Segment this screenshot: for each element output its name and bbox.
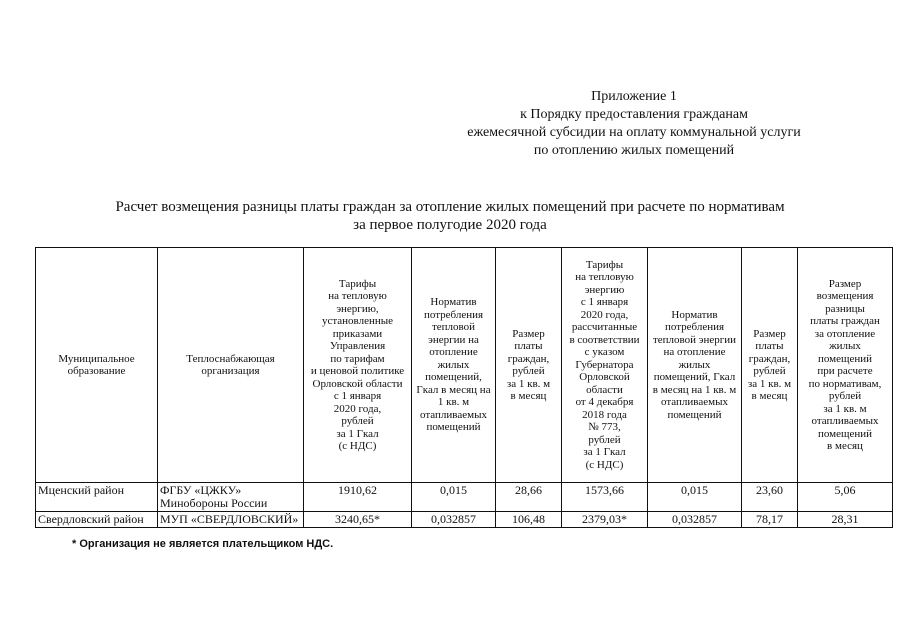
header-line: по нормативам, [808, 377, 882, 390]
header-line: Управления [329, 340, 386, 352]
header-line: платы [755, 340, 784, 352]
cell-norm-2: 0,015 [648, 483, 742, 512]
col-header-norm-2 [648, 248, 742, 483]
header-line: платы [514, 340, 543, 352]
header-line: за 1 кв. м [506, 377, 551, 390]
cell-municipality: Мценский район [36, 483, 158, 512]
header-line: организация [201, 365, 260, 377]
header-line: Губернатора [575, 358, 634, 371]
header-line: в месяц на 1 кв. м [652, 383, 737, 396]
header-line: граждан, [507, 352, 550, 365]
appendix-line: ежемесячной субсидии на оплату коммунальной услуги [467, 125, 801, 140]
header-line: Муниципальное [58, 352, 135, 365]
header-line: в месяц [751, 390, 788, 402]
cell-tariff-calculated: 1573,66 [562, 483, 648, 512]
cell-municipality: Свердловский район [36, 512, 158, 528]
col-header-payment-1 [496, 248, 562, 483]
header-line: отапливаемых [811, 415, 879, 427]
header-line: 2020 года, [580, 308, 629, 321]
header-line: рублей [512, 365, 545, 377]
header-line: от 4 декабря [575, 396, 634, 409]
header-line: энергию, [336, 302, 379, 315]
header-line: помещений, [425, 371, 482, 384]
title-line: за первое полугодие 2020 года [353, 217, 547, 233]
header-row [36, 248, 893, 483]
cell-compensation: 28,31 [798, 512, 893, 528]
appendix-line: к Порядку предоставления гражданам [520, 107, 748, 122]
document-title [0, 198, 900, 234]
header-line: Теплоснабжающая [186, 352, 275, 365]
header-line: тепловой энергии [652, 333, 737, 346]
header-line: области [586, 383, 623, 396]
header-line: Орловской области [312, 377, 403, 390]
header-line: жилых [678, 358, 711, 371]
header-line: на тепловую [575, 271, 634, 284]
appendix-heading [424, 88, 844, 160]
cell-norm-2: 0,032857 [648, 512, 742, 528]
col-header-municipality [36, 248, 158, 483]
appendix-line: Приложение 1 [591, 89, 677, 104]
header-line: 2018 года [582, 408, 627, 421]
col-header-payment-2 [742, 248, 798, 483]
header-line: за 1 кв. м [823, 402, 867, 415]
header-line: Размер [753, 327, 786, 340]
header-line: отапливаемых [661, 396, 728, 409]
header-line: Размер [512, 327, 545, 340]
header-line: с указом [584, 346, 625, 359]
header-line: за 1 Гкал [336, 427, 379, 440]
header-line: в месяц [510, 390, 547, 402]
header-line: тепловой [431, 321, 476, 334]
col-header-tariff-calculated [562, 248, 648, 483]
header-line: разницы [825, 302, 865, 315]
header-line: рублей [753, 365, 786, 377]
cell-payment-2: 23,60 [742, 483, 798, 512]
header-line: (с НДС) [338, 440, 377, 452]
header-line: Норматив [671, 308, 718, 321]
header-line: возмещения [816, 290, 874, 302]
cell-payment-1: 28,66 [496, 483, 562, 512]
col-header-compensation [798, 248, 893, 483]
footnote: * Организация не является плательщиком НДС. [72, 538, 334, 550]
header-line: с 1 января [580, 296, 629, 309]
header-line: на отопление [663, 346, 726, 359]
compensation-table [35, 247, 893, 528]
cell-tariff-established: 3240,65* [304, 512, 412, 528]
header-line: в соответствии [569, 333, 640, 346]
table-row [36, 512, 893, 528]
header-line: установленные [321, 315, 394, 327]
header-line: (с НДС) [585, 458, 624, 471]
header-line: отапливаемых [420, 408, 487, 421]
header-line: 2020 года, [333, 402, 382, 415]
cell-payment-1: 106,48 [496, 512, 562, 528]
header-line: за отопление [814, 327, 876, 340]
header-line: за 1 Гкал [583, 446, 626, 459]
header-line: помещений [817, 352, 873, 365]
appendix-line: по отоплению жилых помещений [533, 143, 735, 158]
col-header-tariff-established [304, 248, 412, 483]
col-header-norm-1 [412, 248, 496, 483]
header-line: в месяц [827, 440, 863, 452]
header-line: помещений, Гкал [653, 371, 736, 384]
cell-payment-2: 78,17 [742, 512, 798, 528]
header-line: с 1 января [333, 390, 382, 402]
header-line: рублей [341, 415, 374, 427]
cell-organization: ФГБУ «ЦЖКУ» Минобороны России [158, 483, 304, 512]
header-line: Размер [828, 277, 862, 290]
header-line: за 1 кв. м [747, 377, 792, 390]
header-line: потребления [423, 308, 484, 321]
header-line: жилых [829, 340, 861, 352]
header-line: рублей [828, 390, 862, 402]
header-line: рассчитанные [571, 321, 638, 334]
header-line: рублей [588, 433, 621, 446]
header-line: жилых [437, 358, 470, 371]
cell-organization: МУП «СВЕРДЛОВСКИЙ» [158, 512, 304, 528]
header-line: помещений [817, 427, 873, 440]
cell-norm-1: 0,032857 [412, 512, 496, 528]
cell-norm-1: 0,015 [412, 483, 496, 512]
header-line: по тарифам [330, 352, 385, 365]
header-line: при расчете [817, 365, 873, 377]
header-line: потребления [664, 321, 725, 334]
title-line: Расчет возмещения разницы платы граждан за отопление жилых помещений при расчете по нормативам [115, 199, 785, 215]
header-line: и ценовой политике [310, 365, 405, 377]
header-line: энергию [584, 283, 625, 296]
cell-compensation: 5,06 [798, 483, 893, 512]
header-line: Орловской [579, 371, 630, 384]
header-line: 1 кв. м [437, 396, 470, 409]
col-header-organization [158, 248, 304, 483]
header-line: Норматив [430, 296, 477, 309]
cell-tariff-established: 1910,62 [304, 483, 412, 512]
header-line: Тарифы [338, 277, 377, 290]
header-line: Тарифы [585, 258, 624, 271]
header-line: граждан, [748, 352, 791, 365]
header-line: платы граждан [810, 315, 880, 327]
header-line: на тепловую [328, 290, 387, 302]
header-line: № 773, [588, 421, 621, 434]
table-row [36, 483, 893, 512]
header-line: образование [67, 365, 126, 377]
header-line: помещений [426, 421, 481, 434]
header-line: энергии на [428, 333, 479, 346]
header-line: Гкал в месяц на [416, 383, 491, 396]
header-line: отопление [429, 346, 478, 359]
header-line: помещений [667, 408, 722, 421]
cell-tariff-calculated: 2379,03* [562, 512, 648, 528]
header-line: приказами [332, 327, 383, 340]
